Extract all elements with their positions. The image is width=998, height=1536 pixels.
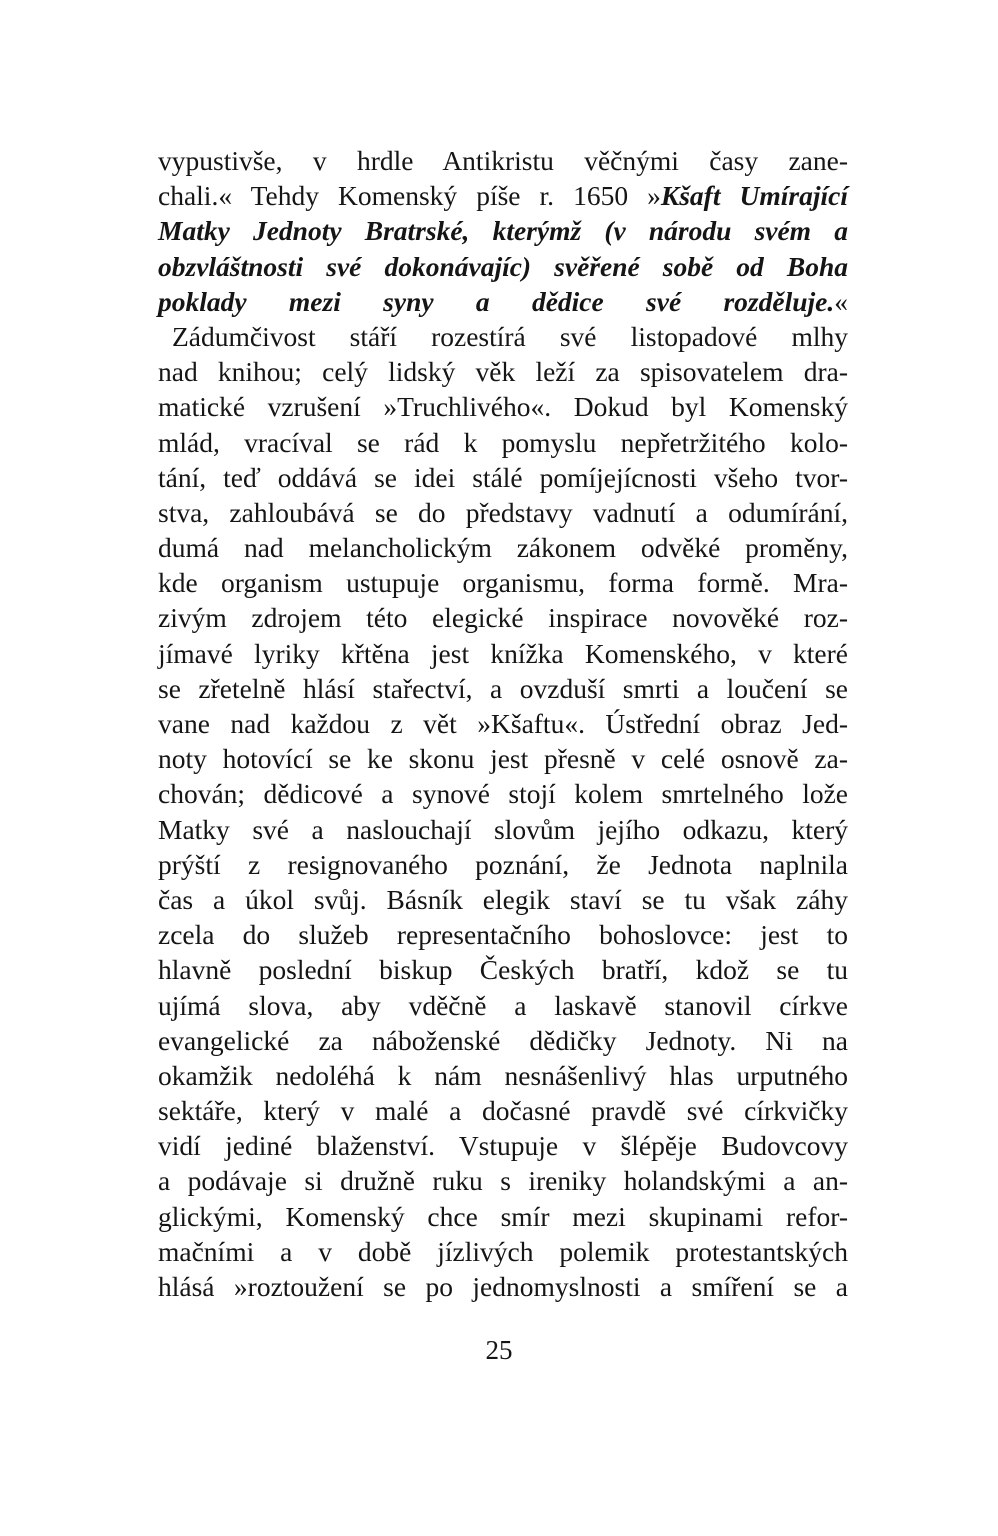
text-span: vidí jediné blaženství. Vstupuje v šlépěje Budovcovy <box>158 1130 848 1162</box>
text-line <box>158 1199 848 1234</box>
text-span: sektáře, který v malé a dočasné pravdě své církvičky <box>158 1095 848 1127</box>
italic-text-span: obzvláštnosti své dokonávajíc) svěřené sobě od Boha <box>158 250 848 282</box>
text-line <box>158 284 848 319</box>
text-line <box>158 706 848 741</box>
text-line <box>158 636 848 671</box>
text-line <box>158 178 848 213</box>
page-number: 25 <box>485 1335 513 1365</box>
text-span: chován; dědicové a synové stojí kolem smrtelného lože <box>158 778 848 810</box>
text-line <box>158 354 848 389</box>
italic-text-span: poklady mezi syny a dědice své rozděluje. <box>158 285 835 317</box>
text-span: Zádumčivost stáří rozestírá své listopadové mlhy <box>172 320 848 352</box>
text-line <box>158 530 848 565</box>
text-span: noty hotovící se ke skonu jest přesně v celé osnově za- <box>158 743 848 775</box>
text-span: zivým zdrojem této elegické inspirace novověké roz- <box>158 602 848 634</box>
text-line <box>158 847 848 882</box>
text-line <box>158 1128 848 1163</box>
text-span: hlavně poslední biskup Českých bratří, kdož se tu <box>158 954 848 986</box>
text-line <box>158 1023 848 1058</box>
text-line <box>158 425 848 460</box>
text-span: ujímá slova, aby vděčně a laskavě stanovil církve <box>158 989 848 1021</box>
text-line <box>158 1093 848 1128</box>
text-line <box>158 460 848 495</box>
text-span: zcela do služeb representačního bohoslovce: jest to <box>158 919 848 951</box>
text-span: vypustivše, v hrdle Antikristu věčnými časy zane- <box>158 145 848 176</box>
text-span: dumá nad melancholickým zákonem odvěké proměny, <box>158 532 848 564</box>
text-span: Matky své a naslouchají slovům jejího odkazu, který <box>158 813 848 845</box>
text-span: stva, zahloubává se do představy vadnutí a odumírání, <box>158 496 848 528</box>
text-span: kde organism ustupuje organismu, forma formě. Mra- <box>158 567 848 599</box>
text-span: vane nad každou z vět »Kšaftu«. Ústřední obraz Jed- <box>158 708 848 739</box>
text-span: evangelické za náboženské dědičky Jednoty. Ni na <box>158 1024 848 1056</box>
text-line <box>158 952 848 987</box>
text-span: « <box>834 285 848 317</box>
text-line <box>158 143 848 178</box>
text-span: matické vzrušení »Truchlivého«. Dokud byl Komenský <box>158 391 848 423</box>
text-span: a podávaje si družně ruku s ireniky holandskými a an- <box>158 1165 848 1197</box>
text-span: prýští z resignovaného poznání, že Jednota naplnila <box>158 848 848 880</box>
text-span: tání, teď oddává se idei stálé pomíjejícnosti všeho tvor- <box>158 461 848 493</box>
text-line <box>158 565 848 600</box>
text-line <box>158 213 848 248</box>
text-line <box>158 671 848 706</box>
text-span: čas a úkol svůj. Básník elegik staví se tu však záhy <box>158 883 848 915</box>
body-text <box>158 143 848 1304</box>
text-line <box>158 812 848 847</box>
text-line <box>158 249 848 284</box>
text-line <box>158 917 848 952</box>
italic-text-span: Matky Jednoty Bratrské, kterýmž (v národu svém a <box>158 215 848 247</box>
text-span: mačními a v době jízlivých polemik protestantských <box>158 1235 848 1267</box>
text-line <box>158 1058 848 1093</box>
text-span: okamžik nedoléhá k nám nesnášenlivý hlas urputného <box>158 1059 848 1091</box>
text-line <box>158 389 848 424</box>
text-line <box>158 319 848 354</box>
text-line <box>158 741 848 776</box>
text-span: hlásá »roztoužení se po jednomyslnosti a smíření se a <box>158 1271 848 1302</box>
text-span: glickými, Komenský chce smír mezi skupinami refor- <box>158 1200 848 1232</box>
text-span: se zřetelně hlásí stařectví, a ovzduší smrti a loučení se <box>158 672 848 704</box>
text-span: nad knihou; celý lidský věk leží za spisovatelem dra- <box>158 356 848 388</box>
text-span: mlád, vracíval se rád k pomyslu nepřetržitého kolo- <box>158 426 848 458</box>
text-line <box>158 1269 848 1304</box>
text-line <box>158 495 848 530</box>
text-line <box>158 776 848 811</box>
text-line <box>158 988 848 1023</box>
text-line <box>158 882 848 917</box>
text-line <box>158 600 848 635</box>
text-line <box>158 1234 848 1269</box>
text-span: chali.« Tehdy Komenský píše r. 1650 » <box>158 180 661 212</box>
text-line <box>158 1163 848 1198</box>
italic-text-span: Kšaft Umírající <box>660 180 848 212</box>
text-span: jímavé lyriky křtěna jest knížka Komenského, v které <box>158 637 848 669</box>
